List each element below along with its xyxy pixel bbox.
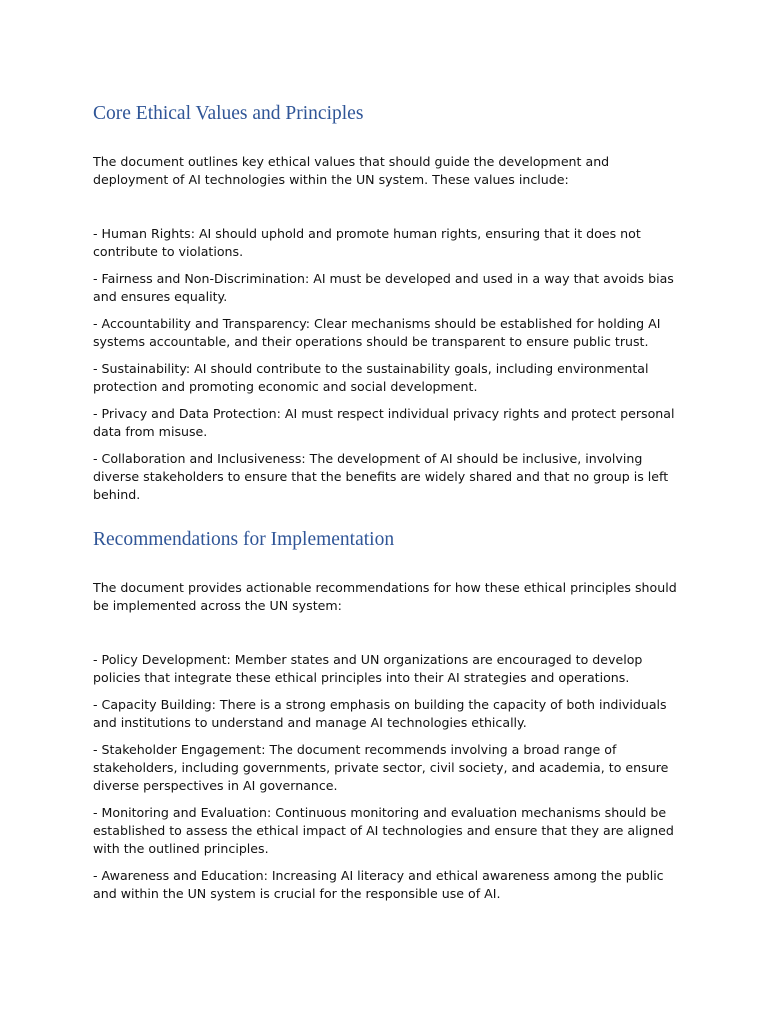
list-item: - Awareness and Education: Increasing AI literacy and ethical awareness among the public and within the UN system is crucial for the responsible use of AI. [93, 868, 664, 901]
list-item: - Fairness and Non-Discrimination: AI must be developed and used in a way that avoids bias and ensures equality. [93, 271, 674, 304]
list-item: - Stakeholder Engagement: The document recommends involving a broad range of stakeholders, including governments, private sector, civil society, and academia, to ensure diverse perspectives in AI governance. [93, 742, 669, 793]
core-values-list [93, 225, 683, 513]
section-intro-recommendations: The document provides actionable recommendations for how these ethical principles should be implemented across the UN system: [93, 580, 677, 613]
section-intro-core-values: The document outlines key ethical values that should guide the development and deployment of AI technologies within the UN system. These values include: [93, 154, 610, 187]
list-item: - Human Rights: AI should uphold and promote human rights, ensuring that it does not contribute to violations. [93, 226, 641, 259]
recommendations-list [93, 651, 683, 912]
list-item: - Sustainability: AI should contribute to the sustainability goals, including environmental protection and promoting economic and social development. [93, 361, 649, 394]
list-item: - Privacy and Data Protection: AI must respect individual privacy rights and protect personal data from misuse. [93, 406, 675, 439]
list-item: - Monitoring and Evaluation: Continuous monitoring and evaluation mechanisms should be established to assess the ethical impact of AI technologies and ensure that they are aligned with the outlined principles. [93, 805, 674, 856]
section-heading-core-values: Core Ethical Values and Principles [93, 103, 364, 124]
list-item: - Capacity Building: There is a strong emphasis on building the capacity of both individuals and institutions to understand and manage AI technologies ethically. [93, 697, 667, 730]
list-item: - Collaboration and Inclusiveness: The development of AI should be inclusive, involving diverse stakeholders to ensure that the benefits are widely shared and that no group is left behind. [93, 451, 669, 502]
section-heading-recommendations: Recommendations for Implementation [93, 529, 395, 550]
list-item: - Accountability and Transparency: Clear mechanisms should be established for holding AI systems accountable, and their operations should be transparent to ensure public trust. [93, 316, 661, 349]
list-item: - Policy Development: Member states and UN organizations are encouraged to develop policies that integrate these ethical principles into their AI strategies and operations. [93, 652, 643, 685]
